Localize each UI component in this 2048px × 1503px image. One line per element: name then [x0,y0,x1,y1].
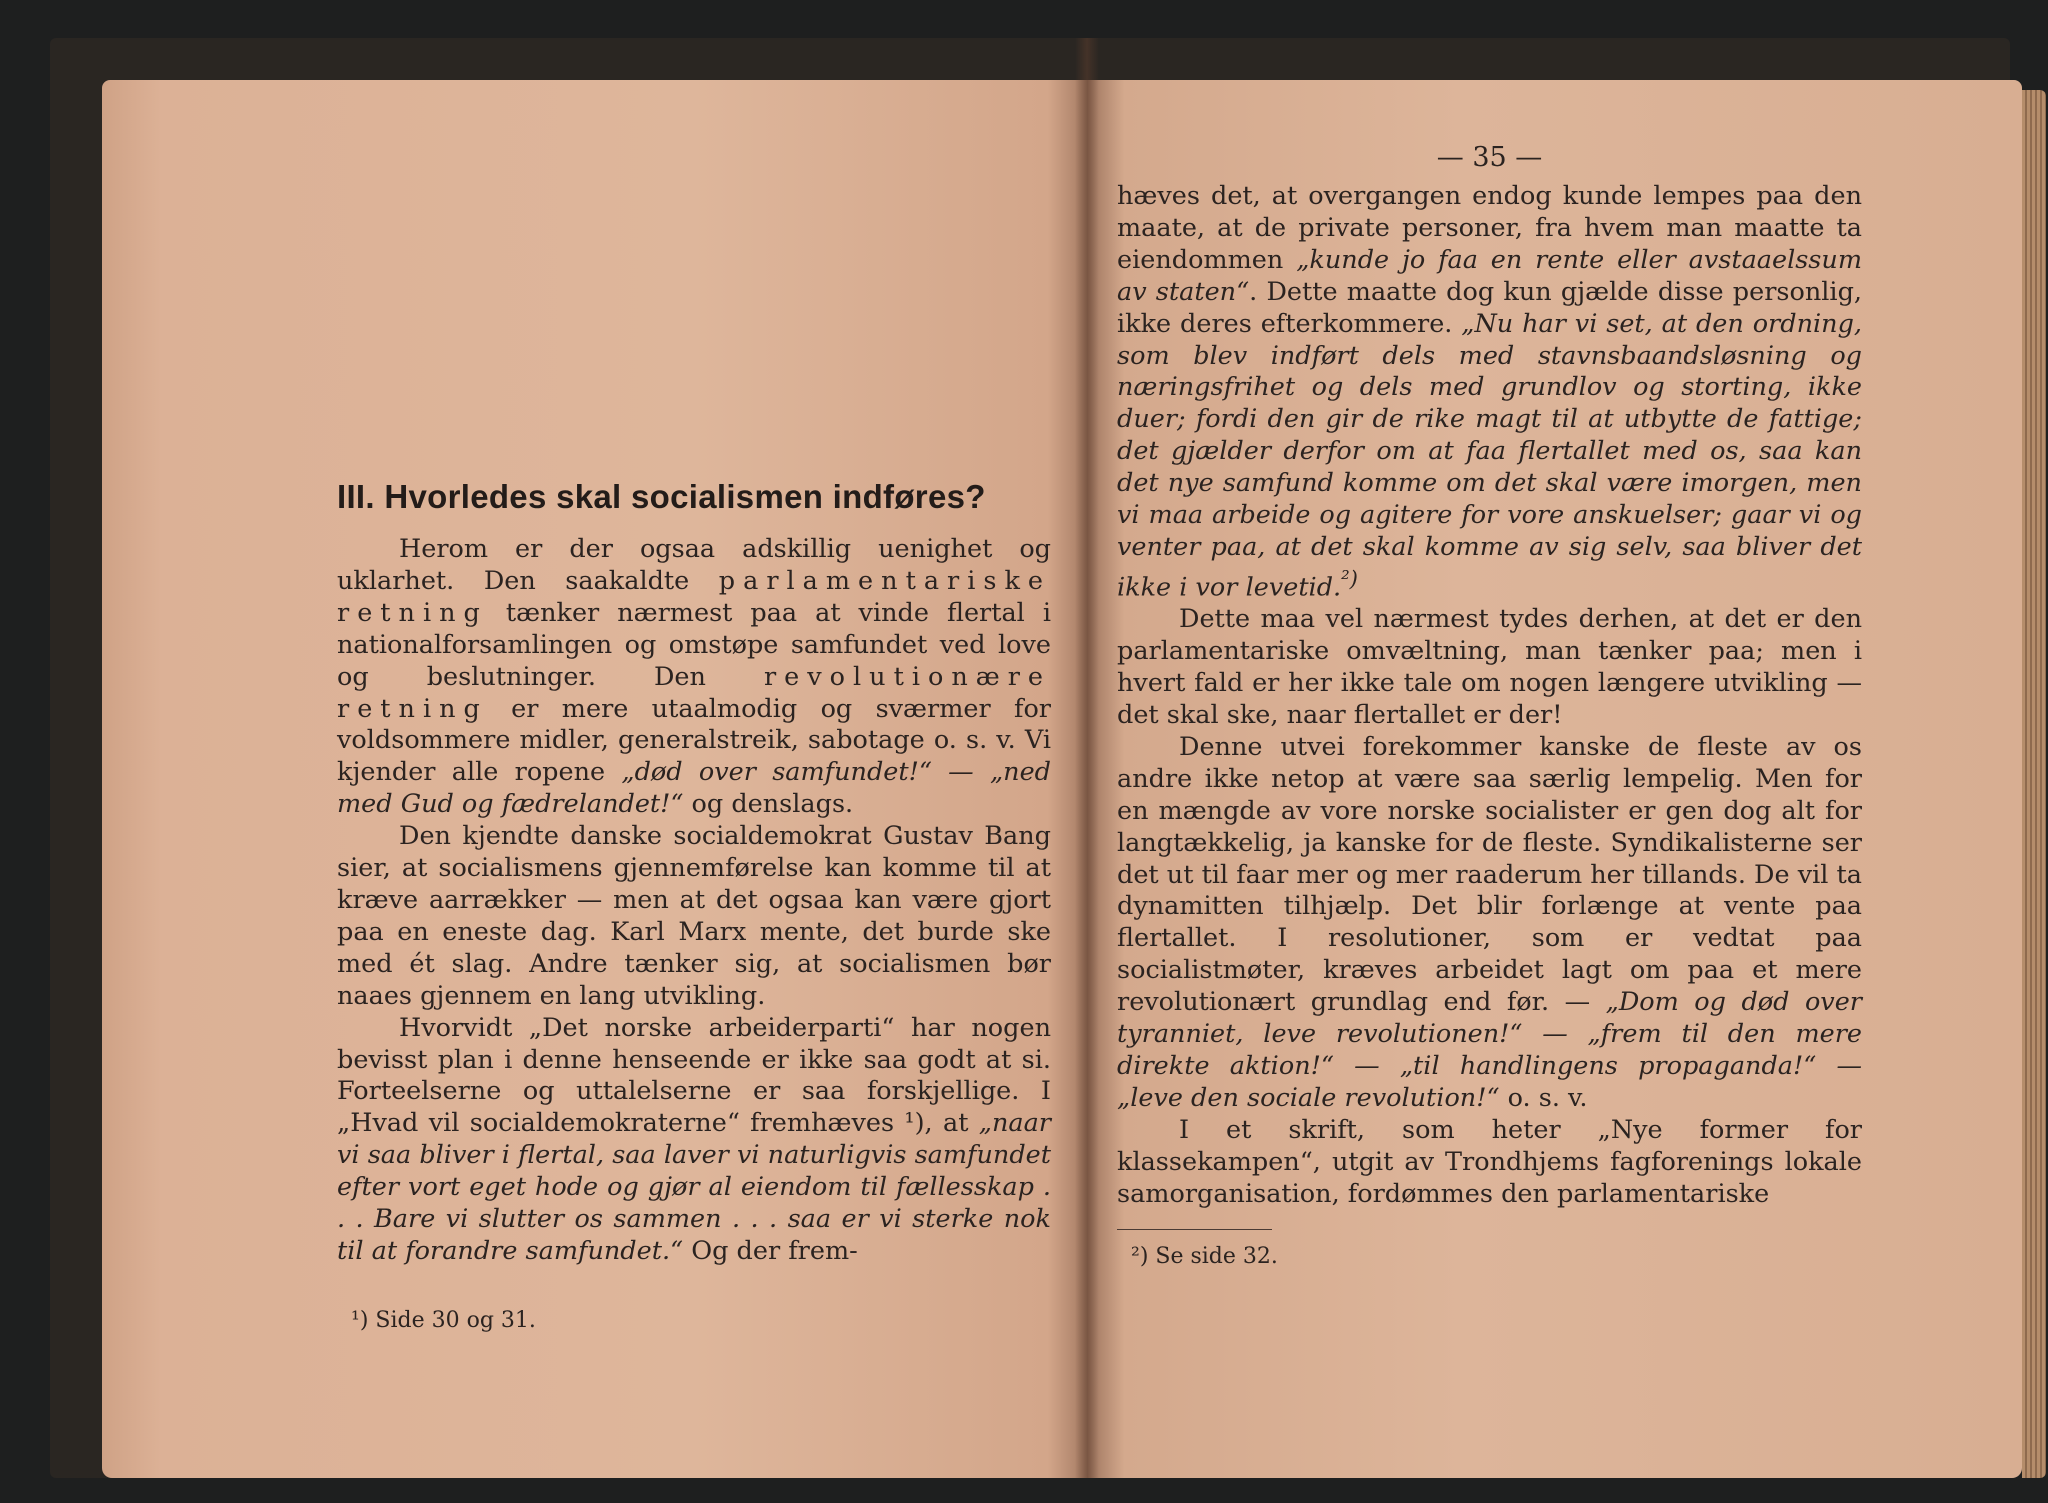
book-spine [1075,38,1099,1478]
text-run: er mere utaalmodig og sværmer for voldsommere midler, generalstreik, sabotage o. s. v. Vi kjender alle ropene [337,693,1051,788]
text-run: Denne utvei forekommer kanske de fleste av os andre ikke netop at være saa særlig lempelig. Men for en mængde av vore norske socialister er gen dog alt for langtækkelig, ja kanske for de fleste. Syndikalisterne ser det ut til faar mer og mer raaderum her tillands. De vil ta dynamitten tilhjælp. Det blir forlænge at vente paa flertallet. I resolutioner, som er vedtat paa socialistmøter, kræves arbeidet lagt om paa et mere revolutionært grundlag end før. — [1117,731,1862,1018]
paragraph: Den kjendte danske socialdemokrat Gustav Bang sier, at socialismens gjennemførelse kan komme til at kræve aarrækker — men at det ogsaa kan være gjort paa en eneste dag. Karl Marx mente, det burde ske med ét slag. Andre tænker sig, at socialismen bør naaes gjennem en lang utvikling. [337,821,1051,1011]
italic-quote: „Dom og død over tyranniet, leve revolutionen!“ — „frem til den mere direkte aktion!“ — „til handlingens propaganda!“ — „leve den sociale revolution!“ [1117,987,1862,1113]
paragraph [1117,732,1862,1115]
italic-quote: „kunde jo faa en rente eller avstaaelssum av staten“ [1117,244,1862,307]
footnote: ²) Se side 32. [1131,1243,1278,1269]
page-edges [2022,90,2046,1478]
text-run: o. s. v. [1499,1082,1588,1113]
text-run: og denslags. [683,789,854,820]
spaced-text: revolutionære retning [337,661,1051,724]
paragraph [337,1013,1051,1268]
left-page-body [337,534,1051,1268]
italic-quote: „naar vi saa bliver i flertal, saa laver vi naturligvis samfundet efter vort eget hode og gjør al eiendom til fællesskap . . . Bare vi slutter os sammen . . . saa er vi sterke nok til at forandre samfundet.“ [337,1108,1051,1266]
left-page [102,80,1087,1478]
open-book [50,38,2010,1478]
footnote-rule [1117,1229,1272,1230]
right-page-body [1117,181,1862,1211]
chapter-heading: III. Hvorledes skal socialismen indføres? [337,478,986,515]
paragraph [337,534,1051,821]
footnote: ¹) Side 30 og 31. [351,1307,536,1333]
paragraph [1117,181,1862,604]
spaced-text: parlamentariske retning [337,565,1051,628]
text-run: hæves det, at overgangen endog kunde lempes paa den maate, at de private personer, fra hvem man maatte ta eiendommen [1117,181,1862,275]
text-run: Herom er der ogsaa adskillig uenighet og uklarhet. Den saakaldte [337,534,1051,596]
text-run: tænker nærmest paa at vinde flertal i nationalforsamlingen og omstøpe samfundet ved love og beslutninger. Den [337,597,1051,692]
right-page [1087,80,2022,1478]
italic-quote: „Nu har vi set, at den ordning, som blev indført dels med stavnsbaandsløsning og næringsfrihet og dels med grundlov og storting, ikke duer; fordi den gir de rike magt til at utbytte de fattige; det gjælder derfor om at faa flertallet med os, saa kan det nye samfund komme om det skal være imorgen, men vi maa arbeide og agitere for vore anskuelser; gaar vi og venter paa, at det skal komme av sig selv, saa bliver det ikke i vor levetid. [1117,308,1862,603]
italic-quote: „død over samfundet!“ — „ned med Gud og fædrelandet!“ [337,757,1051,820]
footnote-ref: ²) [1341,566,1358,592]
paragraph: I et skrift, som heter „Nye former for klassekampen“, utgit av Trondhjems fagforenings lokale samorganisation, fordømmes den parlamentariske [1117,1114,1862,1209]
paragraph: Dette maa vel nærmest tydes derhen, at det er den parlamentariske omvæltning, man tænker paa; men i hvert fald er her ikke tale om nogen længere utvikling — det skal ske, naar flertallet er der! [1117,604,1862,730]
page-number: — 35 — [1436,142,1543,173]
text-run: Hvorvidt „Det norske arbeiderparti“ har nogen bevisst plan i denne henseende er ikke saa godt at si. Forteelserne og uttalelserne er saa forskjellige. I „Hvad vil socialdemokraterne“ fremhæves ¹), at [337,1012,1051,1139]
text-run: . Dette maatte dog kun gjælde disse personlig, ikke deres efterkommere. [1117,276,1862,339]
text-run: Og der frem- [683,1235,858,1266]
